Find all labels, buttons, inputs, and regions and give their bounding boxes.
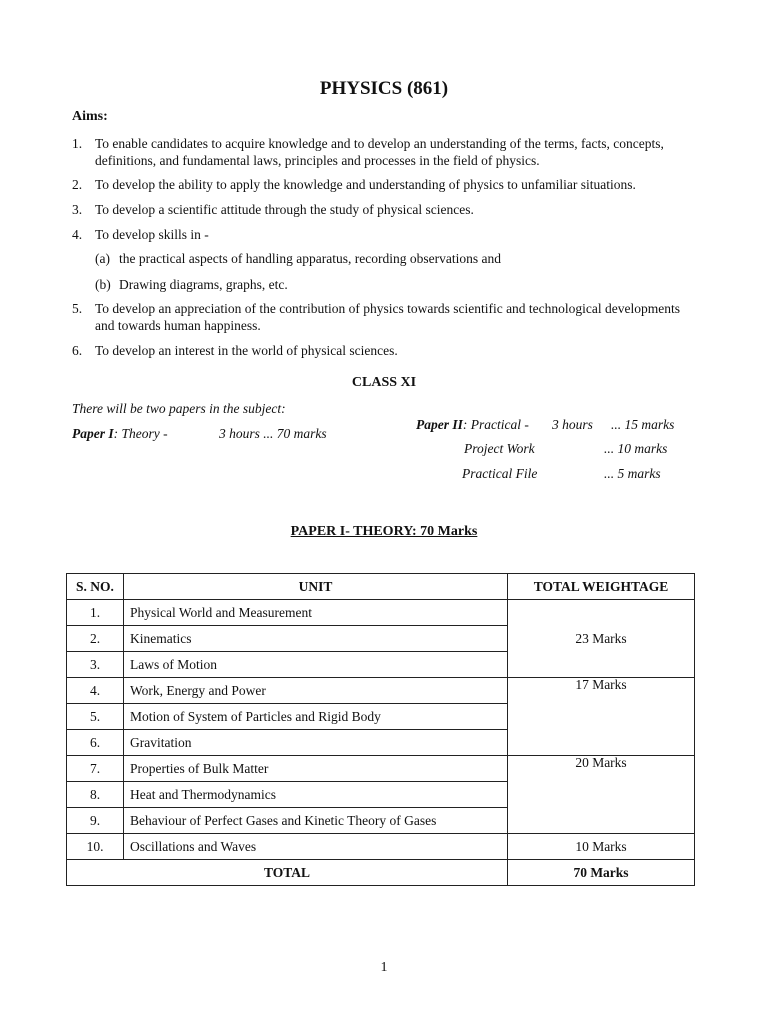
header-weightage: TOTAL WEIGHTAGE <box>508 574 695 600</box>
row-unit: Physical World and Measurement <box>124 600 508 626</box>
row-weightage: 23 Marks <box>508 600 695 678</box>
aim-number: 4. <box>72 227 83 242</box>
row-sno: 4. <box>67 678 124 704</box>
aim-item <box>72 226 702 243</box>
row-unit: Oscillations and Waves <box>124 834 508 860</box>
row-sno: 3. <box>67 652 124 678</box>
table-row <box>67 756 695 782</box>
row-sno: 9. <box>67 808 124 834</box>
row-unit: Laws of Motion <box>124 652 508 678</box>
paper-1-duration: 3 hours ... 70 marks <box>219 426 327 441</box>
header-unit: UNIT <box>124 574 508 600</box>
aim-number: 1. <box>72 136 83 151</box>
aim-number: 5. <box>72 301 83 316</box>
aim-number: 3. <box>72 202 83 217</box>
total-value: 70 Marks <box>508 860 695 886</box>
aim-number: 6. <box>72 343 83 358</box>
row-sno: 2. <box>67 626 124 652</box>
aims-heading: Aims: <box>72 109 108 124</box>
table-row <box>67 678 695 704</box>
subitem-text: the practical aspects of handling apparatus, recording observations and <box>119 251 501 266</box>
row-unit: Properties of Bulk Matter <box>124 756 508 782</box>
row-sno: 7. <box>67 756 124 782</box>
row-sno: 5. <box>67 704 124 730</box>
page-title: PHYSICS (861) <box>319 78 449 99</box>
aim-text: To develop the ability to apply the knowledge and understanding of physics to unfamiliar situations. <box>95 177 636 192</box>
row-sno: 6. <box>67 730 124 756</box>
aim-item <box>72 342 702 359</box>
aim-number: 2. <box>72 177 83 192</box>
aim-text: To develop an interest in the world of physical sciences. <box>95 343 398 358</box>
aim-item <box>72 201 702 218</box>
project-work-label: Project Work <box>464 441 535 456</box>
paper-2-marks: ... 15 marks <box>611 417 675 432</box>
aim-text: To develop a scientific attitude through the study of physical sciences. <box>95 202 474 217</box>
table-header-row <box>67 574 695 600</box>
practical-file-marks: ... 5 marks <box>604 466 661 481</box>
row-unit: Motion of System of Particles and Rigid Body <box>124 704 508 730</box>
aim-subitem <box>95 276 695 293</box>
paper-2-type: : Practical - <box>462 417 529 432</box>
paper-2-duration: 3 hours <box>552 417 593 432</box>
aim-text: To enable candidates to acquire knowledge and to develop an understanding of the terms, facts, concepts, definitions, and fundamental laws, principles and processes in the field of physics. <box>95 136 664 168</box>
theory-heading: PAPER I- THEORY: 70 Marks <box>290 524 478 539</box>
paper-2-label: Paper II <box>416 417 463 432</box>
units-table <box>66 573 695 886</box>
row-weightage: 10 Marks <box>508 834 695 860</box>
row-weightage: 17 Marks <box>508 678 695 756</box>
total-label: TOTAL <box>67 860 508 886</box>
aim-subitem <box>95 250 695 267</box>
aim-text: To develop skills in - <box>95 227 209 242</box>
paper-2-line <box>416 417 529 433</box>
practical-file-label: Practical File <box>462 466 538 481</box>
table-row <box>67 834 695 860</box>
row-sno: 8. <box>67 782 124 808</box>
row-sno: 1. <box>67 600 124 626</box>
class-heading: CLASS XI <box>351 375 417 390</box>
page-number: 1 <box>380 960 388 975</box>
subitem-text: Drawing diagrams, graphs, etc. <box>119 277 288 292</box>
table-total-row <box>67 860 695 886</box>
paper-1-type: : Theory - <box>113 426 168 441</box>
row-unit: Gravitation <box>124 730 508 756</box>
row-unit: Heat and Thermodynamics <box>124 782 508 808</box>
papers-intro: There will be two papers in the subject: <box>72 401 286 416</box>
subitem-label: (b) <box>95 277 111 292</box>
row-weightage: 20 Marks <box>508 756 695 834</box>
table-row <box>67 600 695 626</box>
paper-1-label: Paper I <box>72 426 114 441</box>
aim-item <box>72 135 702 169</box>
aim-item <box>72 300 702 334</box>
row-unit: Work, Energy and Power <box>124 678 508 704</box>
aim-item <box>72 176 702 193</box>
subitem-label: (a) <box>95 251 110 266</box>
aim-text: To develop an appreciation of the contribution of physics towards scientific and technological developments and towards human happiness. <box>95 301 681 333</box>
row-unit: Behaviour of Perfect Gases and Kinetic Theory of Gases <box>124 808 508 834</box>
header-sno: S. NO. <box>67 574 124 600</box>
project-work-marks: ... 10 marks <box>604 441 668 456</box>
row-unit: Kinematics <box>124 626 508 652</box>
row-sno: 10. <box>67 834 124 860</box>
